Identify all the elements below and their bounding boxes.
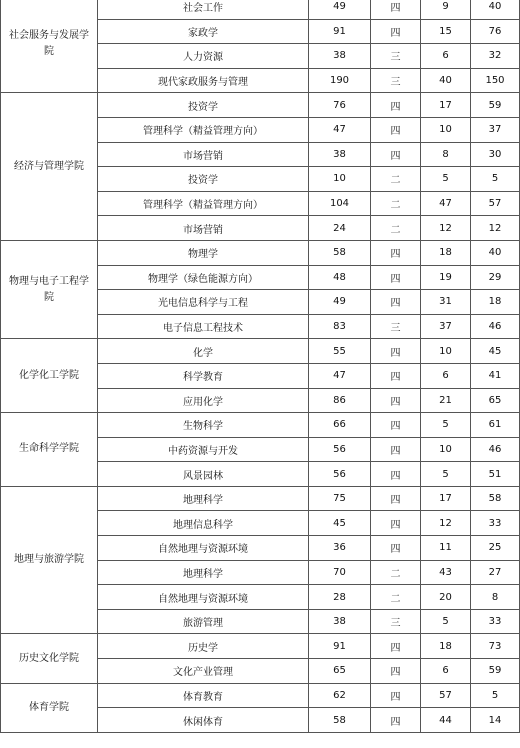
duration-cell: 四 — [371, 437, 421, 462]
value-b-cell: 12 — [471, 216, 520, 241]
major-cell: 地理信息科学 — [98, 511, 309, 536]
major-cell: 人力资源 — [98, 44, 309, 69]
duration-cell: 四 — [371, 240, 421, 265]
duration-cell: 二 — [371, 585, 421, 610]
count-cell: 58 — [309, 240, 371, 265]
value-b-cell: 29 — [471, 265, 520, 290]
value-b-cell: 59 — [471, 93, 520, 118]
major-cell: 中药资源与开发 — [98, 437, 309, 462]
duration-cell: 二 — [371, 560, 421, 585]
count-cell: 49 — [309, 0, 371, 19]
count-cell: 66 — [309, 413, 371, 438]
value-b-cell: 45 — [471, 339, 520, 364]
major-cell: 现代家政服务与管理 — [98, 68, 309, 93]
count-cell: 49 — [309, 290, 371, 315]
duration-cell: 四 — [371, 462, 421, 487]
count-cell: 38 — [309, 44, 371, 69]
duration-cell: 四 — [371, 708, 421, 733]
major-cell: 化学 — [98, 339, 309, 364]
value-a-cell: 12 — [421, 216, 471, 241]
value-b-cell: 8 — [471, 585, 520, 610]
major-cell: 社会工作 — [98, 0, 309, 19]
value-b-cell: 150 — [471, 68, 520, 93]
value-b-cell: 33 — [471, 609, 520, 634]
college-cell: 经济与管理学院 — [1, 93, 98, 241]
value-b-cell: 73 — [471, 634, 520, 659]
value-b-cell: 14 — [471, 708, 520, 733]
count-cell: 47 — [309, 117, 371, 142]
major-cell: 市场营销 — [98, 216, 309, 241]
value-a-cell: 20 — [421, 585, 471, 610]
duration-cell: 四 — [371, 142, 421, 167]
duration-cell: 四 — [371, 634, 421, 659]
duration-cell: 四 — [371, 413, 421, 438]
duration-cell: 四 — [371, 290, 421, 315]
count-cell: 56 — [309, 437, 371, 462]
value-a-cell: 11 — [421, 536, 471, 561]
value-b-cell: 40 — [471, 240, 520, 265]
count-cell: 62 — [309, 683, 371, 708]
count-cell: 55 — [309, 339, 371, 364]
value-a-cell: 8 — [421, 142, 471, 167]
duration-cell: 四 — [371, 0, 421, 19]
value-a-cell: 17 — [421, 486, 471, 511]
college-cell: 物理与电子工程学院 — [1, 240, 98, 338]
major-cell: 管理科学（精益管理方向） — [98, 191, 309, 216]
count-cell: 86 — [309, 388, 371, 413]
duration-cell: 二 — [371, 216, 421, 241]
table-row — [1, 413, 520, 438]
count-cell: 190 — [309, 68, 371, 93]
major-cell: 文化产业管理 — [98, 659, 309, 684]
college-cell: 生命科学学院 — [1, 413, 98, 487]
duration-cell: 三 — [371, 68, 421, 93]
table-row — [1, 0, 520, 19]
value-b-cell: 25 — [471, 536, 520, 561]
value-b-cell: 65 — [471, 388, 520, 413]
count-cell: 91 — [309, 19, 371, 44]
value-b-cell: 61 — [471, 413, 520, 438]
major-cell: 科学教育 — [98, 363, 309, 388]
value-a-cell: 6 — [421, 363, 471, 388]
duration-cell: 四 — [371, 511, 421, 536]
value-a-cell: 21 — [421, 388, 471, 413]
major-cell: 管理科学（精益管理方向） — [98, 117, 309, 142]
value-a-cell: 10 — [421, 117, 471, 142]
value-b-cell: 27 — [471, 560, 520, 585]
major-cell: 家政学 — [98, 19, 309, 44]
major-cell: 自然地理与资源环境 — [98, 585, 309, 610]
count-cell: 24 — [309, 216, 371, 241]
count-cell: 58 — [309, 708, 371, 733]
value-a-cell: 6 — [421, 659, 471, 684]
duration-cell: 四 — [371, 388, 421, 413]
value-a-cell: 31 — [421, 290, 471, 315]
major-cell: 应用化学 — [98, 388, 309, 413]
major-cell: 市场营销 — [98, 142, 309, 167]
major-cell: 体育教育 — [98, 683, 309, 708]
major-cell: 地理科学 — [98, 560, 309, 585]
value-b-cell: 5 — [471, 683, 520, 708]
count-cell: 91 — [309, 634, 371, 659]
value-a-cell: 5 — [421, 413, 471, 438]
table-row — [1, 93, 520, 118]
count-cell: 48 — [309, 265, 371, 290]
major-cell: 生物科学 — [98, 413, 309, 438]
value-b-cell: 41 — [471, 363, 520, 388]
major-cell: 休闲体育 — [98, 708, 309, 733]
count-cell: 38 — [309, 609, 371, 634]
value-b-cell: 40 — [471, 0, 520, 19]
college-cell: 化学化工学院 — [1, 339, 98, 413]
value-a-cell: 17 — [421, 93, 471, 118]
duration-cell: 四 — [371, 265, 421, 290]
value-b-cell: 30 — [471, 142, 520, 167]
college-cell: 体育学院 — [1, 683, 98, 732]
count-cell: 47 — [309, 363, 371, 388]
value-a-cell: 5 — [421, 167, 471, 192]
value-a-cell: 19 — [421, 265, 471, 290]
value-b-cell: 46 — [471, 314, 520, 339]
college-cell: 社会服务与发展学院 — [1, 0, 98, 93]
value-a-cell: 18 — [421, 634, 471, 659]
value-a-cell: 40 — [421, 68, 471, 93]
major-cell: 自然地理与资源环境 — [98, 536, 309, 561]
major-cell: 历史学 — [98, 634, 309, 659]
duration-cell: 四 — [371, 486, 421, 511]
value-a-cell: 9 — [421, 0, 471, 19]
value-a-cell: 47 — [421, 191, 471, 216]
value-b-cell: 46 — [471, 437, 520, 462]
value-b-cell: 5 — [471, 167, 520, 192]
count-cell: 56 — [309, 462, 371, 487]
count-cell: 104 — [309, 191, 371, 216]
major-cell: 电子信息工程技术 — [98, 314, 309, 339]
value-b-cell: 58 — [471, 486, 520, 511]
value-b-cell: 32 — [471, 44, 520, 69]
count-cell: 76 — [309, 93, 371, 118]
value-a-cell: 44 — [421, 708, 471, 733]
duration-cell: 三 — [371, 609, 421, 634]
duration-cell: 四 — [371, 19, 421, 44]
table-row — [1, 486, 520, 511]
duration-cell: 四 — [371, 117, 421, 142]
value-a-cell: 5 — [421, 609, 471, 634]
duration-cell: 三 — [371, 314, 421, 339]
value-a-cell: 6 — [421, 44, 471, 69]
value-a-cell: 12 — [421, 511, 471, 536]
table-row — [1, 634, 520, 659]
value-a-cell: 37 — [421, 314, 471, 339]
value-b-cell: 76 — [471, 19, 520, 44]
value-b-cell: 37 — [471, 117, 520, 142]
college-cell: 地理与旅游学院 — [1, 486, 98, 634]
value-a-cell: 10 — [421, 437, 471, 462]
count-cell: 45 — [309, 511, 371, 536]
value-a-cell: 43 — [421, 560, 471, 585]
duration-cell: 二 — [371, 191, 421, 216]
value-b-cell: 33 — [471, 511, 520, 536]
count-cell: 70 — [309, 560, 371, 585]
value-a-cell: 18 — [421, 240, 471, 265]
duration-cell: 四 — [371, 93, 421, 118]
table-row — [1, 240, 520, 265]
count-cell: 65 — [309, 659, 371, 684]
table-row — [1, 339, 520, 364]
major-cell: 投资学 — [98, 93, 309, 118]
count-cell: 36 — [309, 536, 371, 561]
duration-cell: 四 — [371, 659, 421, 684]
value-b-cell: 59 — [471, 659, 520, 684]
duration-cell: 四 — [371, 339, 421, 364]
major-cell: 旅游管理 — [98, 609, 309, 634]
major-cell: 风景园林 — [98, 462, 309, 487]
count-cell: 10 — [309, 167, 371, 192]
value-b-cell: 57 — [471, 191, 520, 216]
college-cell: 历史文化学院 — [1, 634, 98, 683]
value-a-cell: 5 — [421, 462, 471, 487]
count-cell: 83 — [309, 314, 371, 339]
duration-cell: 四 — [371, 536, 421, 561]
value-a-cell: 57 — [421, 683, 471, 708]
value-b-cell: 18 — [471, 290, 520, 315]
duration-cell: 四 — [371, 683, 421, 708]
major-cell: 光电信息科学与工程 — [98, 290, 309, 315]
value-b-cell: 51 — [471, 462, 520, 487]
table-body — [1, 0, 520, 732]
count-cell: 28 — [309, 585, 371, 610]
value-a-cell: 10 — [421, 339, 471, 364]
major-cell: 投资学 — [98, 167, 309, 192]
duration-cell: 三 — [371, 44, 421, 69]
duration-cell: 二 — [371, 167, 421, 192]
major-cell: 地理科学 — [98, 486, 309, 511]
major-cell: 物理学（绿色能源方向） — [98, 265, 309, 290]
count-cell: 75 — [309, 486, 371, 511]
table-row — [1, 683, 520, 708]
count-cell: 38 — [309, 142, 371, 167]
value-a-cell: 15 — [421, 19, 471, 44]
major-cell: 物理学 — [98, 240, 309, 265]
duration-cell: 四 — [371, 363, 421, 388]
